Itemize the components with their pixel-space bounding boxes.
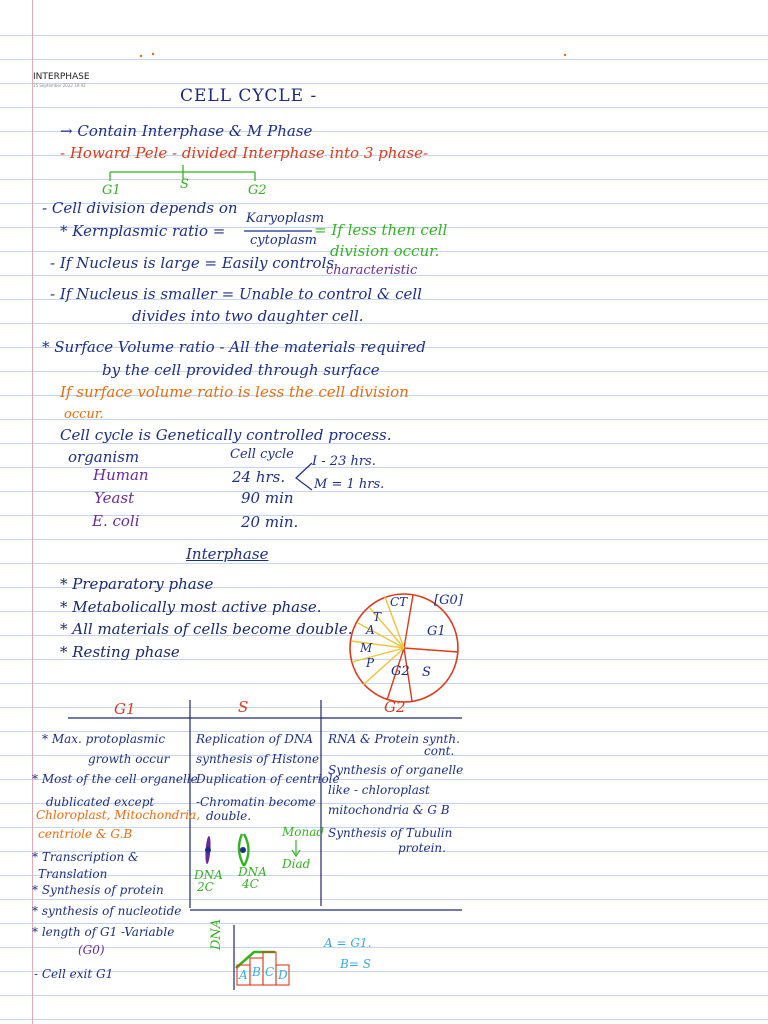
column-heading-s: S <box>238 698 249 716</box>
interphase-point-3: * All materials of cells become double. <box>60 620 353 638</box>
s-item-1: Replication of DNA <box>196 732 314 746</box>
interphase-heading: Interphase <box>186 545 269 563</box>
s-item-5: double. <box>206 809 252 823</box>
g1-more-5: * length of G1 -Variable <box>32 925 175 939</box>
g2-item-4: like - chloroplast <box>328 783 430 797</box>
g1-item-4: dublicated except <box>46 795 155 809</box>
s-item-3: Duplication of centriole <box>196 772 340 786</box>
note-surface-1: * Surface Volume ratio - All the materials required <box>42 338 426 356</box>
g2-item-3: Synthesis of organelle <box>328 763 464 777</box>
pie-label-ct: CT <box>390 595 408 609</box>
note-cell-division: - Cell division depends on <box>42 199 238 217</box>
note-genetic: Cell cycle is Genetically controlled process. <box>60 426 392 444</box>
organism-ecoli: E. coli <box>92 512 140 530</box>
g2-item-1: RNA & Protein synth. <box>328 732 460 746</box>
chromosome-centromere-1 <box>205 847 211 853</box>
note-surface-red-1: If surface volume ratio is less the cell division <box>60 383 409 401</box>
note-if-less: = If less then cell <box>314 221 448 239</box>
note-howard: - Howard Pele - divided Interphase into 3 phase- <box>60 144 429 162</box>
note-nucleus-small: - If Nucleus is smaller = Unable to control & cell <box>50 285 422 303</box>
g1-item-3: * Most of the cell organelle <box>32 772 198 786</box>
table-head-organism: organism <box>68 448 140 466</box>
graph-axis-label: DNA <box>209 918 224 950</box>
g2-item-7: protein. <box>398 841 446 855</box>
note-division-occur: division occur. <box>330 242 440 260</box>
organism-human: Human <box>93 466 149 484</box>
s-2c: 2C <box>197 880 214 894</box>
pie-label-g2: G2 <box>391 664 410 679</box>
note-karyoplasm: Karyoplasm <box>246 211 325 226</box>
organism-yeast: Yeast <box>94 489 135 507</box>
note-cytoplasm: cytoplasm <box>250 233 317 248</box>
g1-item-2: growth occur <box>88 752 170 766</box>
g1-item-1: * Max. protoplasmic <box>42 732 166 746</box>
note-contain: → Contain Interphase & M Phase <box>60 122 313 140</box>
graph-note-a: A = G1. <box>324 936 372 950</box>
pie-label-g1: G1 <box>427 624 446 639</box>
ink-speck-2 <box>152 53 154 55</box>
g1-more-6: (G0) <box>78 943 105 957</box>
page-title: CELL CYCLE - <box>180 86 318 106</box>
human-m-time: M = 1 hrs. <box>314 477 385 492</box>
pie-label-m: M <box>360 641 373 655</box>
s-item-2: synthesis of Histone <box>196 752 320 766</box>
g1-more-7: - Cell exit G1 <box>34 967 114 981</box>
note-divides: divides into two daughter cell. <box>132 307 364 325</box>
phase-bracket-ticks <box>110 165 255 181</box>
pie-label-t: T <box>373 610 382 624</box>
human-time: 24 hrs. <box>232 468 286 486</box>
s-diad-label: Diad <box>282 857 311 871</box>
note-surface-2: by the cell provided through surface <box>102 361 380 379</box>
graph-bar-label-a: A <box>239 968 248 982</box>
phase-s-label: S <box>180 177 189 192</box>
human-i-time: I - 23 hrs. <box>312 454 376 469</box>
ink-speck-1 <box>140 55 142 57</box>
pie-line-s-start <box>404 648 458 652</box>
pie-label-p: P <box>366 656 375 670</box>
graph-bar-label-b: B <box>252 965 261 979</box>
column-heading-g2: G2 <box>384 698 406 716</box>
column-heading-g1: G1 <box>114 700 136 718</box>
g1-more-1: * Transcription & <box>32 850 139 864</box>
pie-label-g0: [G0] <box>434 593 463 608</box>
pie-label-s: S <box>422 665 431 680</box>
g2-item-5: mitochondria & G B <box>328 803 450 817</box>
page-heading: INTERPHASE <box>33 72 90 82</box>
chromosome-centromere-2 <box>240 847 246 853</box>
interphase-point-1: * Preparatory phase <box>60 575 214 593</box>
interphase-point-2: * Metabolically most active phase. <box>60 598 322 616</box>
s-dna-2: DNA <box>238 865 267 879</box>
graph-bar-label-d: D <box>278 968 288 982</box>
note-surface-red-2: occur. <box>64 407 104 422</box>
note-kern-ratio: * Kernplasmic ratio = <box>60 222 226 240</box>
time-brace <box>296 463 312 490</box>
g1-more-4: * synthesis of nucleotide <box>32 904 182 918</box>
note-nucleus-large: - If Nucleus is large = Easily controls <box>50 254 335 272</box>
s-4c: 4C <box>242 877 259 891</box>
s-dna-1: DNA <box>194 868 223 882</box>
note-characteristic: characteristic <box>326 263 418 278</box>
table-head-cycle: Cell cycle <box>230 447 294 462</box>
g1-except-2: centriole & G.B <box>38 827 133 841</box>
g2-item-2: cont. <box>424 744 455 758</box>
phase-g2-label: G2 <box>248 183 267 198</box>
g2-item-6: Synthesis of Tubulin <box>328 826 453 840</box>
graph-note-b: B= S <box>340 957 371 971</box>
interphase-point-4: * Resting phase <box>60 643 180 661</box>
ecoli-time: 20 min. <box>241 513 299 531</box>
graph-bar-label-c: C <box>265 965 275 979</box>
g1-except-1: Chloroplast, Mitochondria, <box>36 808 201 822</box>
pie-yellow-4 <box>351 641 404 648</box>
pie-label-a: A <box>366 623 375 637</box>
s-item-4: -Chromatin become <box>196 795 316 809</box>
ink-speck-3 <box>564 54 566 56</box>
page-date: 15 September 2022 19:42 <box>33 83 86 88</box>
s-monad-label: Monad <box>282 825 325 839</box>
yeast-time: 90 min <box>241 489 294 507</box>
g1-more-2: Translation <box>38 867 108 881</box>
g1-more-3: * Synthesis of protein <box>32 883 164 897</box>
phase-g1-label: G1 <box>102 183 121 198</box>
